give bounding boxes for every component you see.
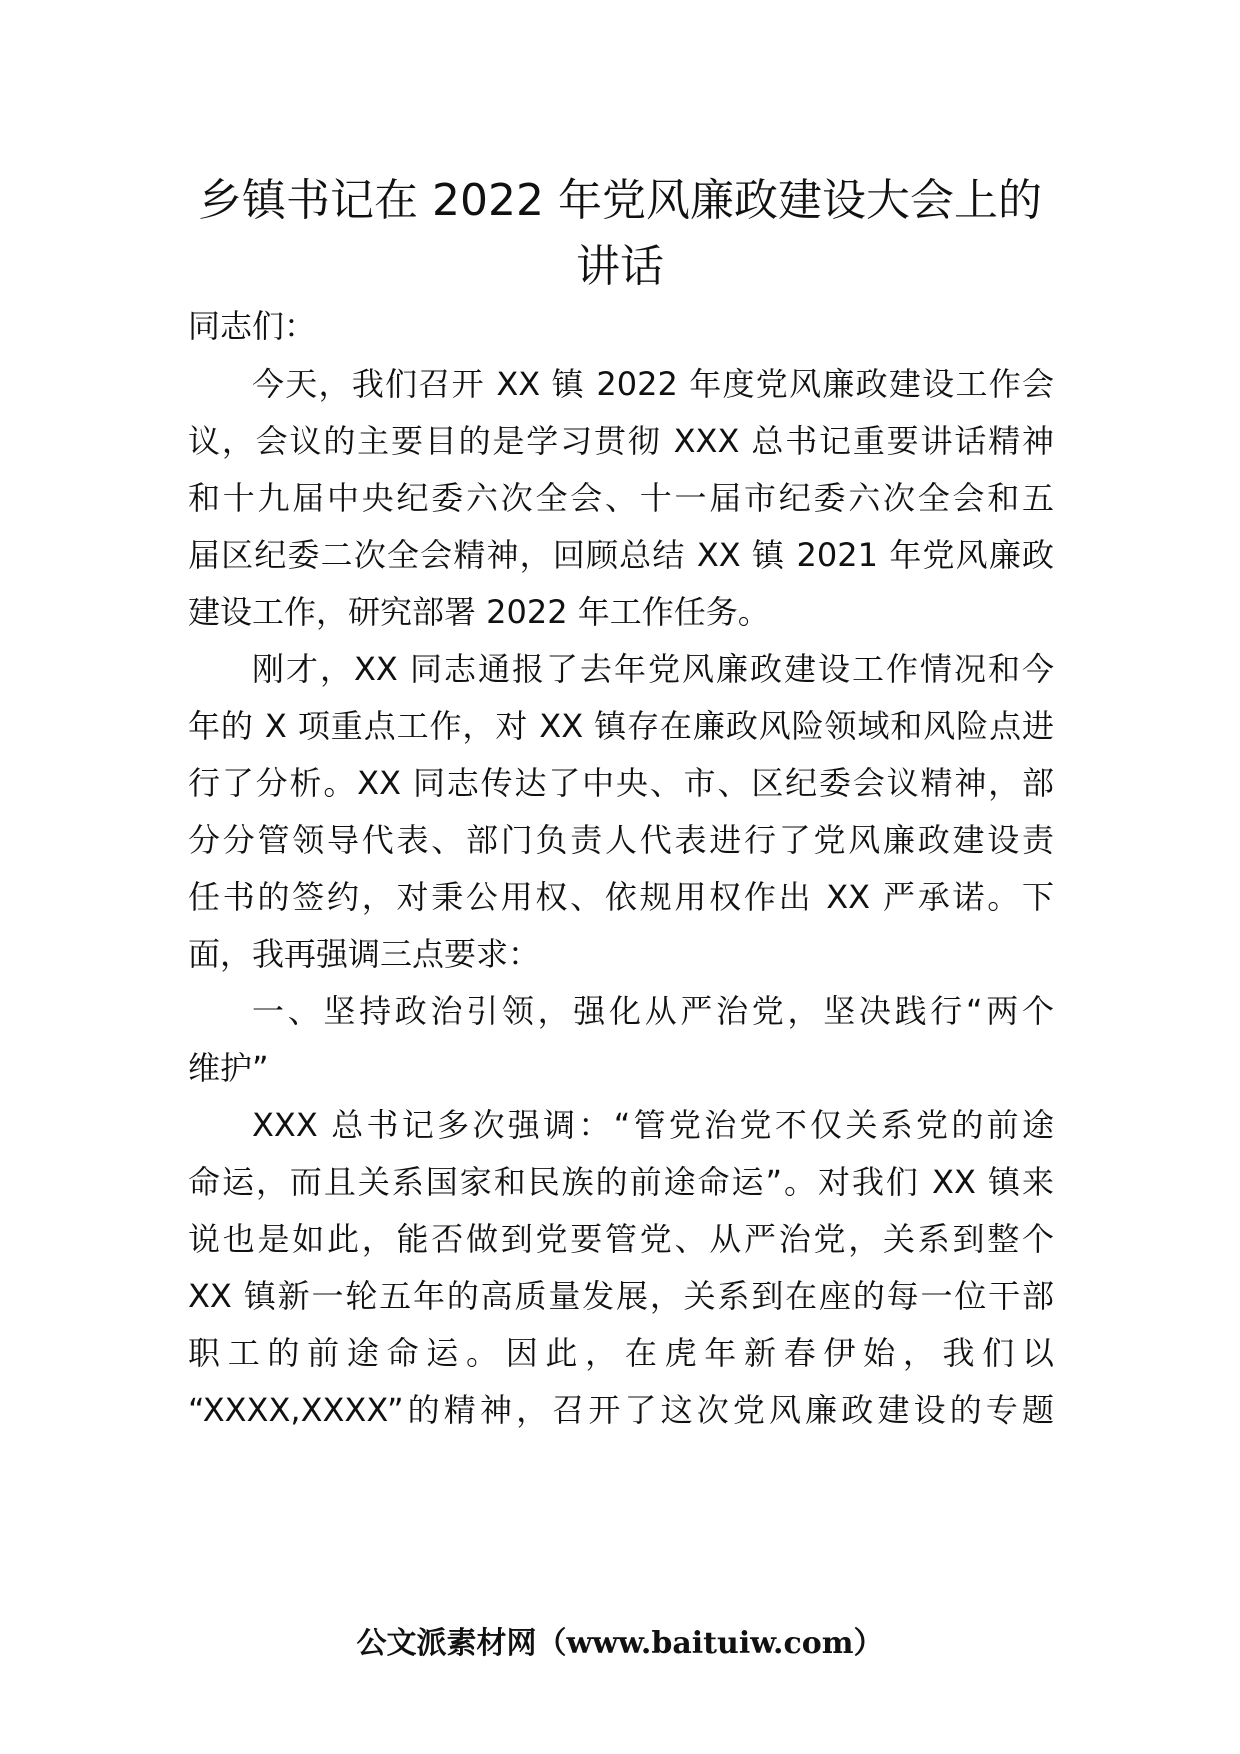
paragraph-2-line-3: 行了分析。XX 同志传达了中央、市、区纪委会议精神，部	[188, 764, 1054, 802]
paragraph-1-line-4: 届区纪委二次全会精神，回顾总结 XX 镇 2021 年党风廉政	[188, 536, 1054, 574]
paragraph-2-line-6: 面，我再强调三点要求：	[188, 935, 541, 973]
paragraph-3-line-2: 命运，而且关系国家和民族的前途命运”。对我们 XX 镇来	[188, 1163, 1054, 1201]
salutation: 同志们：	[188, 307, 317, 345]
footer-watermark: 公文派素材网（www.baituiw.com）	[356, 1626, 884, 1661]
paragraph-3-line-6: “XXXX,XXXX”的精神，召开了这次党风廉政建设的专题	[188, 1391, 1054, 1429]
paragraph-2-line-2: 年的 X 项重点工作，对 XX 镇存在廉政风险领域和风险点进	[188, 707, 1054, 745]
paragraph-3-line-3: 说也是如此，能否做到党要管党、从严治党，关系到整个	[188, 1220, 1054, 1258]
paragraph-2-line-4: 分分管领导代表、部门负责人代表进行了党风廉政建设责	[188, 821, 1054, 859]
paragraph-1-line-2: 议，会议的主要目的是学习贯彻 XXX 总书记重要讲话精神	[188, 422, 1054, 460]
title-line-1: 乡镇书记在 2022 年党风廉政建设大会上的	[198, 175, 1042, 226]
paragraph-3-line-1: XXX 总书记多次强调：“管党治党不仅关系党的前途	[252, 1106, 1054, 1144]
paragraph-1-line-5: 建设工作，研究部署 2022 年工作任务。	[188, 593, 770, 631]
paragraph-1-line-1: 今天，我们召开 XX 镇 2022 年度党风廉政建设工作会	[252, 365, 1054, 403]
paragraph-3-line-4: XX 镇新一轮五年的高质量发展，关系到在座的每一位干部	[188, 1277, 1054, 1315]
paragraph-2-line-5: 任书的签约，对秉公用权、依规用权作出 XX 严承诺。下	[188, 878, 1054, 916]
document-title	[160, 168, 1080, 300]
section-heading-1-line-2: 维护”	[188, 1049, 269, 1087]
paragraph-1-line-3: 和十九届中央纪委六次全会、十一届市纪委六次全会和五	[188, 479, 1054, 517]
paragraph-3-line-5: 职工的前途命运。因此，在虎年新春伊始，我们以	[188, 1334, 1054, 1372]
title-line-2: 讲话	[576, 241, 664, 292]
section-heading-1-line-1: 一、坚持政治引领，强化从严治党，坚决践行“两个	[252, 992, 1054, 1030]
paragraph-2-line-1: 刚才，XX 同志通报了去年党风廉政建设工作情况和今	[252, 650, 1054, 688]
